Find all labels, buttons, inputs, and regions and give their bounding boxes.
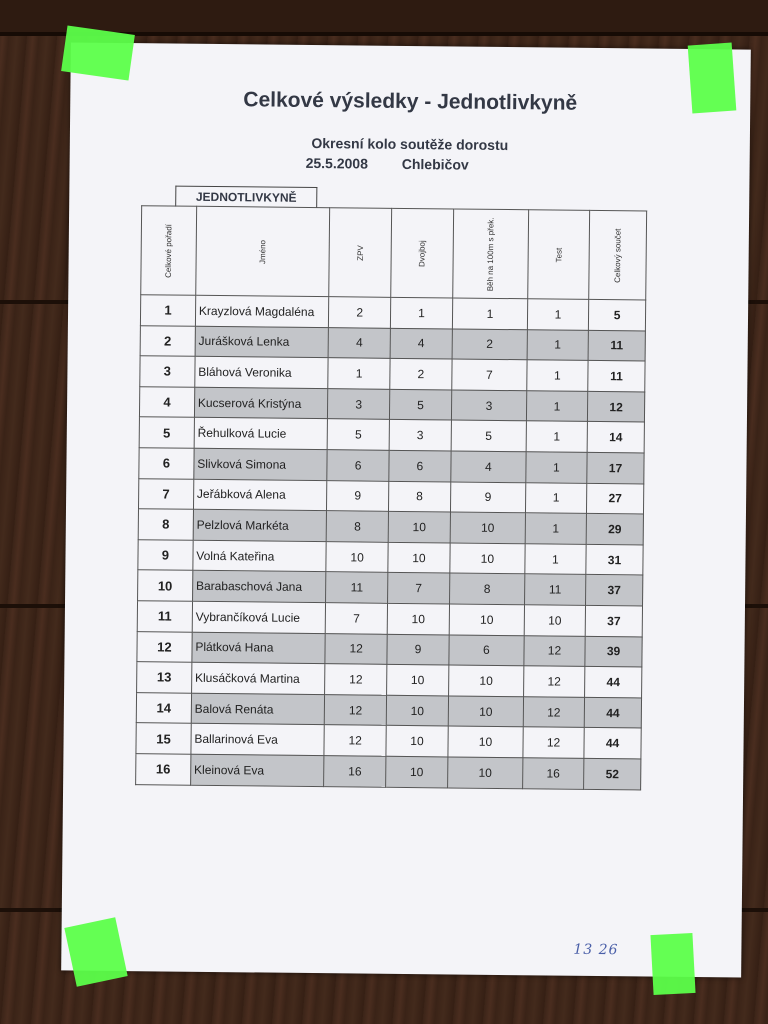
cell-total: 12 <box>588 391 645 422</box>
cell-beh: 10 <box>450 543 525 574</box>
cell-dvojboj: 7 <box>387 573 449 604</box>
handwritten-note: 13 26 <box>573 941 619 959</box>
cell-rank: 15 <box>136 723 191 754</box>
cell-zpv: 12 <box>325 694 387 725</box>
cell-dvojboj: 8 <box>388 481 450 512</box>
cell-beh: 2 <box>452 329 527 360</box>
cell-name: Kucserová Kristýna <box>194 387 328 419</box>
column-header: Celkový součet <box>589 210 647 300</box>
table-row <box>136 754 641 790</box>
page-title: Celkové výsledky - Jednotlivkyně <box>243 88 578 115</box>
cell-dvojboj: 1 <box>390 297 452 328</box>
cell-total: 17 <box>587 452 644 483</box>
cell-rank: 12 <box>137 631 192 662</box>
competition-place: Chlebičov <box>401 155 469 173</box>
cell-dvojboj: 10 <box>386 664 448 695</box>
cell-rank: 9 <box>138 539 193 570</box>
cell-test: 1 <box>527 360 589 391</box>
cell-name: Pelzlová Markéta <box>193 509 327 541</box>
cell-beh: 10 <box>449 604 524 635</box>
category-label: JEDNOTLIVKYNĚ <box>175 186 317 208</box>
cell-beh: 10 <box>448 757 523 788</box>
cell-rank: 16 <box>136 754 191 785</box>
cell-zpv: 9 <box>327 480 389 511</box>
cell-total: 37 <box>585 605 642 636</box>
cell-beh: 9 <box>450 482 525 513</box>
cell-beh: 3 <box>451 390 526 421</box>
cell-zpv: 8 <box>327 511 389 542</box>
cell-test: 12 <box>524 635 586 666</box>
cell-dvojboj: 9 <box>387 634 449 665</box>
cell-total: 29 <box>586 514 643 545</box>
cell-total: 27 <box>587 483 644 514</box>
column-header: Test <box>528 210 590 300</box>
cell-test: 12 <box>523 666 585 697</box>
cell-beh: 10 <box>450 512 525 543</box>
cell-zpv: 4 <box>329 327 391 358</box>
cell-total: 44 <box>585 667 642 698</box>
tape-strip <box>688 43 737 114</box>
cell-dvojboj: 3 <box>389 420 451 451</box>
column-header: ZPV <box>329 208 391 298</box>
cell-zpv: 5 <box>328 419 390 450</box>
cell-beh: 10 <box>448 726 523 757</box>
cell-rank: 14 <box>136 692 191 723</box>
cell-rank: 13 <box>137 662 192 693</box>
cell-test: 1 <box>526 421 588 452</box>
cell-zpv: 3 <box>328 388 390 419</box>
tape-strip <box>650 933 695 995</box>
cell-zpv: 16 <box>324 756 386 787</box>
results-body <box>136 295 646 790</box>
wooden-board-top <box>0 0 768 36</box>
cell-name: Jeřábková Alena <box>193 479 327 511</box>
cell-total: 52 <box>584 758 641 789</box>
cell-dvojboj: 10 <box>388 542 450 573</box>
cell-dvojboj: 6 <box>389 450 451 481</box>
cell-beh: 1 <box>452 298 527 329</box>
cell-rank: 5 <box>139 417 194 448</box>
cell-zpv: 11 <box>326 572 388 603</box>
cell-beh: 4 <box>451 451 526 482</box>
cell-test: 10 <box>524 605 586 636</box>
cell-name: Barabaschová Jana <box>192 571 326 603</box>
cell-test: 1 <box>526 391 588 422</box>
cell-dvojboj: 5 <box>389 389 451 420</box>
column-header: Jméno <box>196 206 331 296</box>
cell-dvojboj: 10 <box>386 726 448 757</box>
cell-rank: 3 <box>140 356 195 387</box>
cell-total: 39 <box>585 636 642 667</box>
cell-dvojboj: 10 <box>385 756 447 787</box>
cell-rank: 6 <box>139 448 194 479</box>
cell-total: 11 <box>588 330 645 361</box>
cell-zpv: 12 <box>325 633 387 664</box>
cell-total: 37 <box>586 575 643 606</box>
cell-dvojboj: 4 <box>390 328 452 359</box>
cell-zpv: 12 <box>324 725 386 756</box>
cell-name: Plátková Hana <box>192 632 326 664</box>
cell-name: Ballarinová Eva <box>191 724 325 756</box>
cell-zpv: 6 <box>327 450 389 481</box>
cell-name: Balová Renáta <box>191 693 325 725</box>
cell-total: 14 <box>587 422 644 453</box>
date-place-line <box>306 155 469 173</box>
cell-test: 12 <box>523 727 585 758</box>
cell-name: Kleinová Eva <box>190 754 324 786</box>
cell-rank: 2 <box>140 325 195 356</box>
cell-name: Vybrančíková Lucie <box>192 601 326 633</box>
cell-zpv: 12 <box>325 664 387 695</box>
table-header-row <box>141 206 647 300</box>
cell-beh: 7 <box>452 359 527 390</box>
cell-total: 5 <box>588 299 645 330</box>
cell-name: Krayzlová Magdaléna <box>195 295 329 327</box>
cell-test: 11 <box>524 574 586 605</box>
competition-subtitle: Okresní kolo soutěže dorostu <box>311 134 509 154</box>
cell-test: 16 <box>522 758 584 789</box>
cell-test: 12 <box>523 696 585 727</box>
cell-test: 1 <box>527 329 589 360</box>
competition-date: 25.5.2008 <box>305 154 369 172</box>
cell-test: 1 <box>526 452 588 483</box>
column-header: Dvojboj <box>391 208 454 298</box>
results-table <box>135 205 647 790</box>
cell-name: Volná Kateřina <box>193 540 327 572</box>
cell-name: Řehulková Lucie <box>194 418 328 450</box>
cell-total: 44 <box>584 728 641 759</box>
cell-rank: 7 <box>138 478 193 509</box>
cell-beh: 6 <box>449 634 524 665</box>
cell-rank: 1 <box>140 295 195 326</box>
cell-name: Slivková Simona <box>194 448 328 480</box>
cell-name: Jurášková Lenka <box>195 326 329 358</box>
results-sheet <box>61 42 751 977</box>
cell-zpv: 7 <box>326 603 388 634</box>
cell-total: 11 <box>588 361 645 392</box>
cell-beh: 8 <box>450 573 525 604</box>
cell-rank: 4 <box>139 386 194 417</box>
cell-dvojboj: 10 <box>388 511 450 542</box>
cell-beh: 5 <box>451 420 526 451</box>
cell-rank: 8 <box>138 509 193 540</box>
cell-test: 1 <box>527 299 589 330</box>
cell-beh: 10 <box>449 665 524 696</box>
cell-total: 44 <box>584 697 641 728</box>
cell-dvojboj: 2 <box>390 359 452 390</box>
cell-dvojboj: 10 <box>387 603 449 634</box>
cell-zpv: 1 <box>328 358 390 389</box>
cell-test: 1 <box>525 482 587 513</box>
cell-test: 1 <box>525 513 587 544</box>
cell-total: 31 <box>586 544 643 575</box>
cell-rank: 10 <box>138 570 193 601</box>
tape-strip <box>61 25 135 80</box>
cell-dvojboj: 10 <box>386 695 448 726</box>
cell-name: Klusáčková Martina <box>191 662 325 694</box>
cell-test: 1 <box>525 543 587 574</box>
cell-rank: 11 <box>137 601 192 632</box>
cell-beh: 10 <box>448 696 523 727</box>
cell-name: Bláhová Veronika <box>195 356 329 388</box>
cell-zpv: 2 <box>329 297 391 328</box>
column-header: Běh na 100m s přek. <box>453 209 529 299</box>
cell-zpv: 10 <box>326 541 388 572</box>
column-header: Celkové pořadí <box>141 206 197 296</box>
